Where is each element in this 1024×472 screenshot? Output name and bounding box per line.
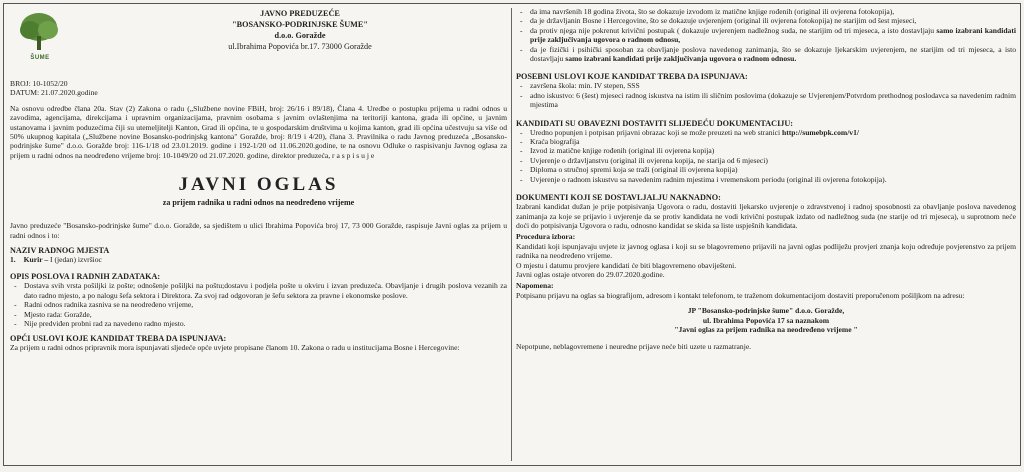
list-item: - Uvjerenje o radnom iskustvu sa navedenim radnim mjestima i vremenskom periodu (original ili ovjerena fotokopija). (520, 174, 887, 184)
list-item: - da je fizički i psihički sposoban za obavljanje poslova navedenog zanimanja, što se dokazuje ljekarskim uvjerenjem, ne starijim od tri mjeseca, a isto dostavljaju samo izabrani kandidati prije zaključivanja ugovora o radnom odnosu. (520, 44, 1016, 64)
list-item: - da ima navršenih 18 godina života, što se dokazuje izvodom iz matične knjige rođenih (original ili ovjerena fotokopija), (520, 7, 895, 16)
position-title: Kurir – (23, 255, 49, 265)
naknadno-heading: DOKUMENTI KOJI SE DOSTAVLJALJU NAKNADNO: (516, 193, 721, 203)
list-item: - Izvod iz matične knjige rođenih (original ili ovjerena kopija) (520, 146, 715, 156)
position-line (10, 255, 507, 264)
list-item: - da protiv njega nije pokrenut krivični postupak ( dokazuje uvjerenjem nadležnog suda, ne starijim od tri mjeseca, a isto dostavljaju samo izabrani kandidati prije zaključivanja ugovora o radnom odnosu, (520, 25, 1016, 45)
reference-block (10, 79, 507, 98)
intro-paragraph: Na osnovu odredbe člana 20a. Stav (2) Zakona o radu („Službene novine FBiH, broj: 26/16 i 89/18), Člana 4. Uredbe o postupku prijema u radni odnos u zavodima, agencijama, direkcijama i upravnim organizacijama, pravnim osobama s javnim ovlaštenjima na teritoriji kantona, grada ili općine, u javnim ustanovama i javnim poduzećima čiji su utemeljitelji Kanton, Grad ili općina, te u gospodarskim društvima u kojima kanton, grad ili općina učestvuju sa više od 50% ukupnog kapitala („Službene novine Bosansko-podrinjskg kantona" Goražde, broj: 8/19 i 4/20), člana 3. Pravilnika o radu Javnog preduzeća „Bosansko-podrinjske šume" d.o.o. Goražde broj: 116-1/18 od 23.01.2019. godine i 192-1/20 od 11.06.2020.godine, te na osnovu Odluke o raspisivanju Javnog oglasa za prijem u radni odnos na neodređeno vrijeme broj: 10-1049/20 od 21.07.2020. godine, direktor preduzeća, r a s p i s u j e (10, 103, 507, 160)
naknadno-text: Izabrani kandidat dužan je prije potpisivanja Ugovora o radu, dostaviti ljekarsko uvjerenje o zdravstvenoj i radnoj sposobnosti za obavljanje poslova navedenog zanimanja za koje se prijavio i uvjerenje da se protiv kandidata ne vodi krivični postupak izdato od nadležnog suda (ne starije od tri mjeseca), u suprotnom neće doći do potpisivanja Ugovora o radu, odnosno kandidat se skida sa liste uspješnih kandidata. (516, 202, 1016, 230)
list-item: - Dostava svih vrsta pošiljki iz pošte; odnošenje pošiljki na poštu;dostavu i podjela pošte u okviru i izvan preduzeća. Obavljanje i drugih poslova vezanih za dato radno mjesto, a po nalogu šefa sektora i Direktora. Za svoj rad odgovoran je šefu sektora za pravne i ekonomske poslove. (14, 281, 507, 300)
company-line1: JAVNO PREDUZEĆE (260, 9, 340, 18)
right-column (516, 7, 1016, 462)
procedura-text-3: Javni oglas ostaje otvoren do 29.07.2020.godine. (516, 269, 665, 279)
document-subtitle: za prijem radnika u radni odnos na neodređeno vrijeme (162, 198, 355, 208)
reference-number: BROJ: 10-1052/20 (10, 79, 68, 88)
opis-heading: OPIS POSLOVA I RADNIH ZADATAKA: (10, 272, 161, 282)
posebni-list (516, 81, 1016, 109)
company-line3: d.o.o. Goražde (274, 31, 326, 40)
dokumentacija-heading: KANDIDATI SU OBAVEZNI DOSTAVITI SLIJEDEĆU DOKUMENTACIJU: (516, 118, 793, 128)
column-divider (511, 8, 512, 461)
list-item: - Mjesto rada: Goražde, (14, 309, 92, 319)
list-item: - Uredno popunjen i potpisan prijavni obrazac koji se može preuzeti na web stranici http://sumebpk.com/v1/ (520, 127, 860, 137)
opis-list (10, 281, 507, 328)
logo-text: ŠUME (30, 55, 50, 61)
procedura-text-1: Kandidati koji ispunjavaju uvjete iz javnog oglasa i koji su se blagovremeno prijavili na javni oglas podliježu provjeri znanja koju određuje povjerenstvo za prijem radnika na neodređeno vrijeme. (516, 241, 1016, 261)
document-title: JAVNI OGLAS (178, 174, 339, 196)
letterhead (10, 7, 507, 73)
procedura-heading: Procedura izbora: (516, 232, 576, 242)
address-line2: ul. Ibrahima Popovića 17 sa naznakom (702, 315, 830, 325)
position-number: 1. (10, 255, 16, 265)
list-item: - Nije predviđen probni rad za navedeno radno mjesto. (14, 319, 186, 329)
company-header (140, 8, 460, 52)
list-item: - da je državljanin Bosne i Hercegovine, što se dokazuje uvjerenjem (original ili ovjerena fotokopija) ne starijim od šest mjeseci, (520, 16, 917, 26)
address-line1: JP "Bosansko-podrinjske šume" d.o.o. Goražde, (687, 306, 845, 316)
napomena-text: Potpisanu prijavu na oglas sa biografijom, adresom i kontakt telefonom, te traženom dokumentacijom dostaviti preporučenom pošiljkom na adresu: (516, 290, 965, 300)
list-item: - Radni odnos radnika zasniva se na neodređeno vrijeme, (14, 300, 194, 310)
announcement-paragraph: Javno preduzeće "Bosansko-podrinjske šume" d.o.o. Goražde, sa sjedištem u ulici Ibrahima Popovića broj 17, 73 000 Goražde, raspisuje Javni oglas za prijem u radni odnos i to: (10, 221, 507, 240)
company-address: ul.Ibrahima Popovića br.17. 73000 Goražde (228, 42, 372, 51)
footer-note: Nepotpune, neblagovremene i neuredne prijave neće biti uzete u razmatranje. (516, 342, 752, 352)
reference-date: DATUM: 21.07.2020.godine (10, 88, 98, 98)
naziv-heading: NAZIV RADNOG MJESTA (10, 246, 110, 256)
opci-heading: OPĆI USLOVI KOJE KANDIDAT TREBA DA ISPUNJAVA: (10, 333, 227, 343)
left-column (10, 7, 507, 462)
posebni-heading: POSEBNI USLOVI KOJE KANDIDAT TREBA DA ISPUNJAVA: (516, 72, 748, 82)
position-detail: I (jedan) izvršioc (48, 255, 102, 265)
address-block (516, 306, 1016, 334)
address-line3: "Javni oglas za prijem radnika na neodređeno vrijeme " (674, 324, 858, 334)
list-item: - završena škola: min. IV stepen, SSS (520, 81, 640, 91)
opci-text: Za prijem u radni odnos pripravnik mora ispunjavati sljedeće opće uvjete propisane članom 10. Zakona o radu u institucijama Bosne i Hercegovine: (10, 342, 460, 352)
document-page (3, 3, 1021, 466)
list-item: - Diploma o stručnoj spremi koja se traži (original ili ovjerena kopija) (520, 165, 738, 175)
list-item: - Uvjerenje o državljanstvu (original ili ovjerena kopija, ne starija od 6 mjeseci) (520, 155, 768, 165)
list-item: - adno iskustvo: 6 (šest) mjeseci radnog iskustva na istim ili sličnim poslovima (dokazuje se Uvjerenjem/Potvrdom prethodnog poslodavca sa navedenim radnim mjestima (520, 90, 1016, 110)
procedura-text-2: O mjestu i datumu provjere kandidati će biti blagovremeno obaviješteni. (516, 260, 737, 270)
dokumentacija-list (516, 128, 1016, 184)
napomena-heading: Napomena: (516, 281, 554, 291)
list-item: - Kraća biografija (520, 137, 580, 147)
general-conditions-list (516, 7, 1016, 63)
tree-logo-icon (16, 10, 62, 56)
company-line2: "BOSANSKO-PODRINJSKE ŠUME" (232, 20, 368, 29)
